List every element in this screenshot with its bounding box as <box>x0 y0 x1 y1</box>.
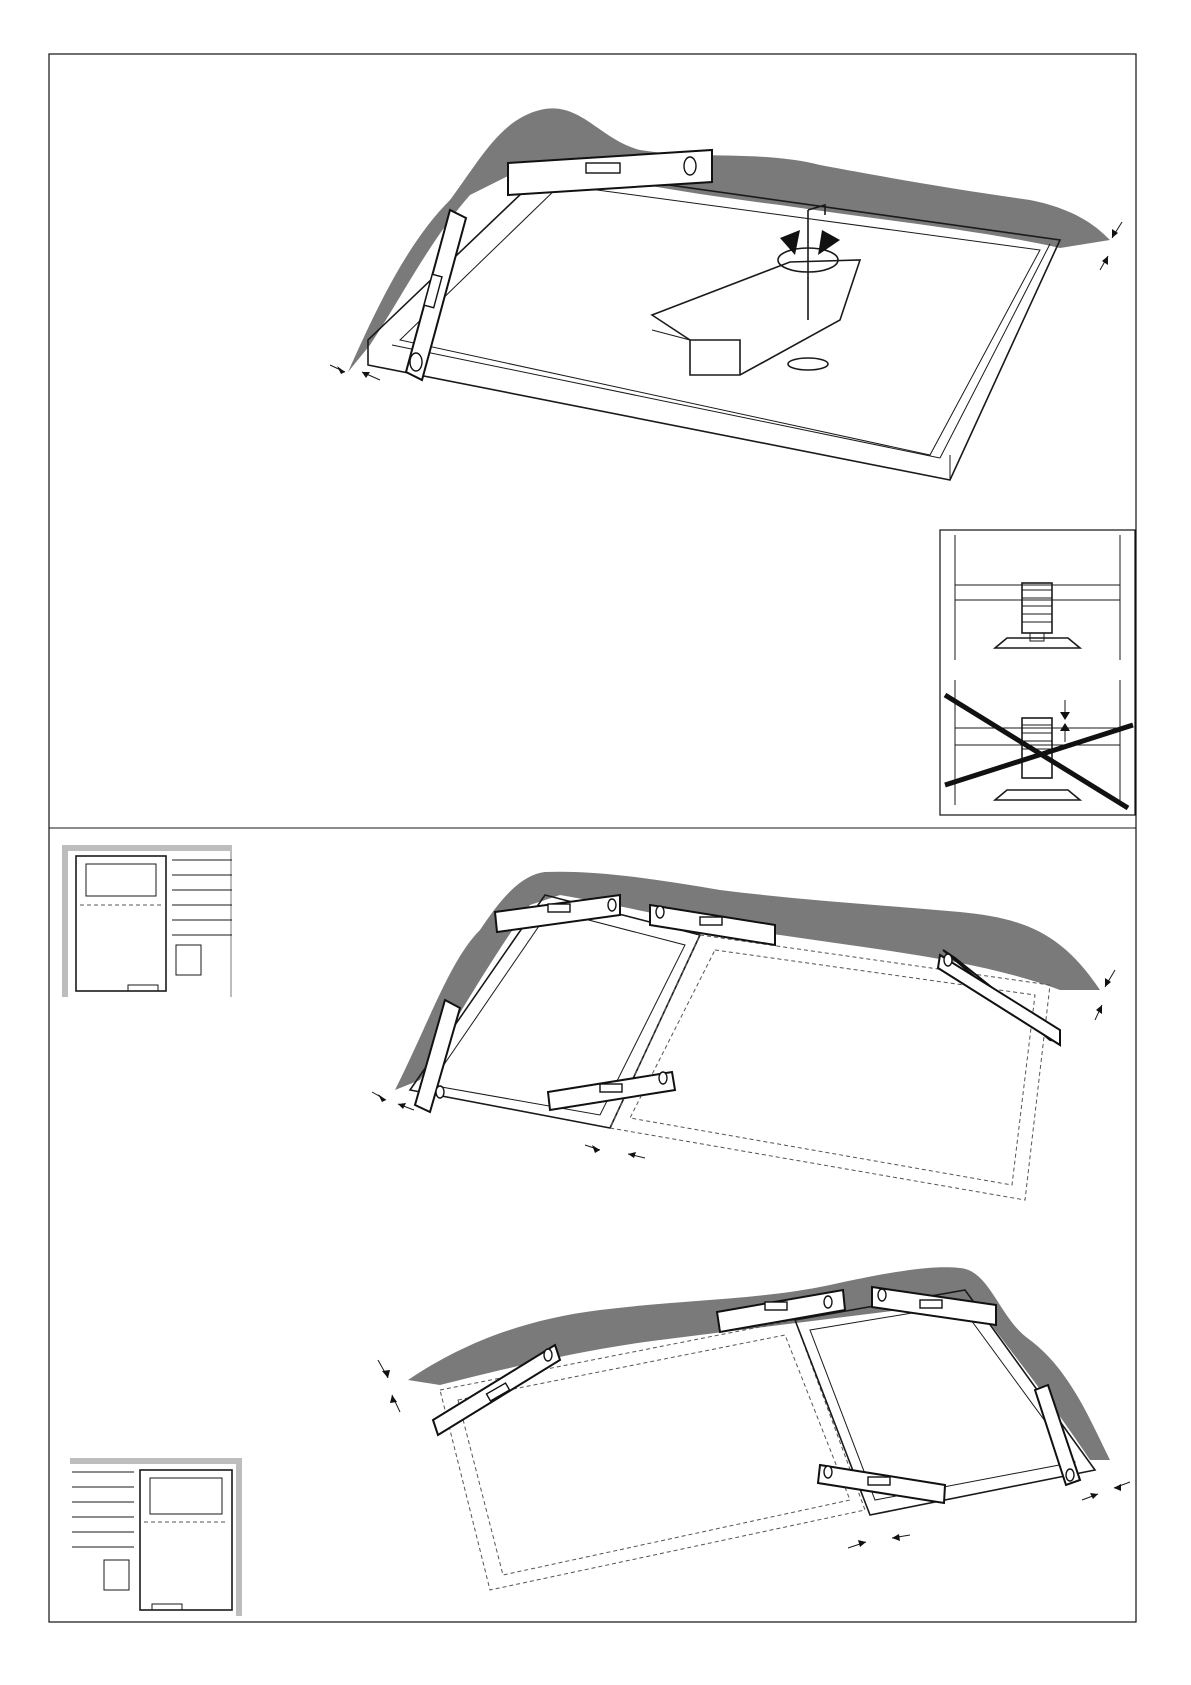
wall-silhouette <box>408 1267 1110 1460</box>
wall-silhouette <box>395 872 1100 1090</box>
gap-arrow-icon <box>330 365 380 380</box>
panel-foot-detail <box>940 530 1135 815</box>
cross-beam <box>652 260 860 375</box>
foot-detail-box <box>940 530 1135 815</box>
adjusting-foot-icon <box>955 535 1120 660</box>
spirit-level-icon <box>548 1072 675 1110</box>
frame-right-dashed <box>610 935 1050 1200</box>
spirit-level-icon <box>818 1465 945 1503</box>
gap-arrow-icon <box>1060 700 1070 742</box>
frame-rail <box>940 244 1050 458</box>
gap-arrow-icon <box>378 1360 400 1412</box>
sheet-border <box>49 54 1136 1622</box>
gap-arrow-icon <box>1100 222 1122 270</box>
gap-arrow-icon <box>585 1145 645 1158</box>
floor-plan-icon <box>70 1458 242 1616</box>
frame-rail <box>392 345 940 458</box>
gap-arrow-icon <box>372 1092 414 1110</box>
floor-plan-icon <box>62 845 232 997</box>
gap-arrow-icon <box>1082 1482 1130 1500</box>
panel-joined-frames-left <box>62 845 1115 1200</box>
gap-arrow-icon <box>848 1534 910 1548</box>
gap-arrow-icon <box>1095 970 1115 1020</box>
panel-base-frame-leveling <box>330 108 1122 480</box>
panel-joined-frames-right <box>70 1267 1130 1616</box>
cross-out-icon <box>945 695 1133 808</box>
